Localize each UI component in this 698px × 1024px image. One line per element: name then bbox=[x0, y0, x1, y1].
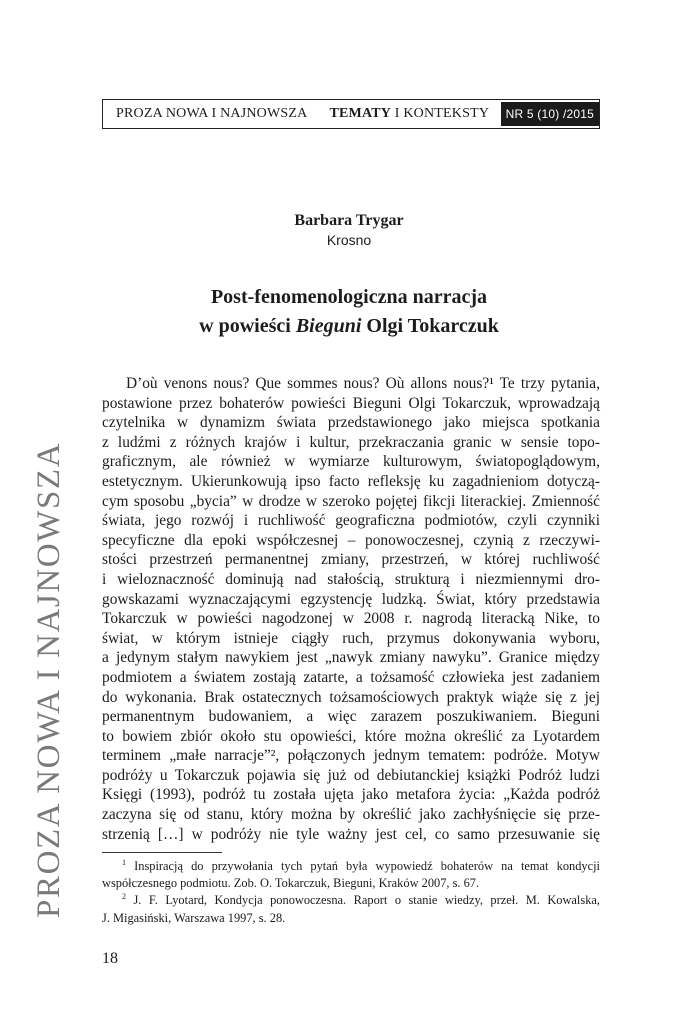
body-line: graficznym, ale również w wymiarze kulturowym, światopoglądowym, bbox=[102, 453, 600, 471]
body-line: permanentnym budowaniem, a więc zarazem poszukiwaniem. Bieguni bbox=[102, 708, 600, 726]
body-line: strzenią […] w podróży nie tyle ważny jest cel, co samo przesuwanie się bbox=[102, 825, 600, 843]
footnote-2-line-2: J. Migasiński, Warszawa 1997, s. 28. bbox=[102, 910, 286, 925]
journal-header bbox=[102, 99, 600, 129]
body-line: estetycznym. Ukierunkowują ipso facto refleksję ku zagadnieniom dotyczą- bbox=[102, 472, 600, 490]
body-line: a jedynym stałym nawykiem jest „nawyk zmiany nawyku”. Granice między bbox=[102, 649, 600, 667]
title-line-2-pre: w powieści bbox=[199, 315, 296, 337]
title-line-2 bbox=[0, 312, 698, 341]
body-line: specyficzne dla epoki współczesnej – ponowoczesnej, czynią z rzeczywi- bbox=[102, 531, 600, 549]
article-body bbox=[102, 374, 600, 844]
footnote-2-line-1: J. F. Lyotard, Kondycja ponowoczesna. Raport o stanie wiedzy, przeł. M. Kowalska, bbox=[133, 893, 600, 908]
journal-series-label: PROZA NOWA I NAJNOWSZA bbox=[116, 106, 308, 121]
body-line: cym sposobu „bycia” w drodze w szeroko pojętej fikcji literackiej. Zmienność bbox=[102, 492, 600, 510]
body-line: świat, w którym istnieje ciągły ruch, przymus dokonywania wyboru, bbox=[102, 629, 600, 647]
body-line: świata, jego rozwój i ruchliwość geograficzna podmiotów, czyli czynniki bbox=[102, 512, 600, 530]
footnote-2 bbox=[102, 892, 600, 909]
body-line: podróży u Tokarczuk pojawia się już od debiutanckiej książki Podróż ludzi bbox=[102, 766, 600, 784]
author-name: Barbara Trygar bbox=[294, 212, 404, 229]
footnote-1 bbox=[102, 858, 600, 875]
body-line: terminem „małe narracje”², połączonych jednym tematem: podróże. Motyw bbox=[102, 747, 600, 765]
article-title bbox=[0, 283, 698, 341]
body-line: z ludźmi z różnych krajów i kultur, przekraczania granic w sensie topo- bbox=[102, 433, 600, 451]
title-line-2-italic: Bieguni bbox=[295, 315, 362, 337]
side-journal-title: PROZA NOWA I NAJNOWSZA bbox=[31, 441, 67, 918]
issue-badge: NR 5 (10) /2015 bbox=[501, 102, 599, 126]
body-line: Tokarczuk w powieści nagodzonej w 2008 r. nagrodą literacką Nike, to bbox=[102, 610, 600, 628]
footnotes bbox=[102, 858, 600, 927]
body-line: podmiotem a światem zostają zatarte, a tożsamość człowieka jest zadaniem bbox=[102, 668, 600, 686]
section-bold: TEMATY bbox=[329, 106, 392, 121]
footnote-1-mark: 1 bbox=[122, 858, 126, 867]
body-line: stości przestrzeń permanentnej zmiany, przestrzeń, w której ruchliwość bbox=[102, 551, 600, 569]
body-line: gowskazami wyznaczającymi egzystencję ludzką. Świat, który przedstawia bbox=[102, 590, 600, 608]
body-line: D’où venons nous? Que sommes nous? Où allons nous?¹ Te trzy pytania, bbox=[126, 375, 600, 392]
body-line: i wieloznaczność dominują nad stałością, strukturą i niezmiennymi dro- bbox=[102, 570, 600, 588]
body-line: zaczyna się od stanu, który można by określić jako zachłyśnięcie się prze- bbox=[102, 806, 600, 824]
title-line-2-post: Olgi Tokarczuk bbox=[361, 315, 499, 337]
body-line: Księgi (1993), podróż tu została ujęta jako metafora życia: „Każda podróż bbox=[102, 786, 600, 804]
journal-section-label bbox=[329, 106, 489, 122]
body-line: to bowiem zbiór około stu opowieści, które można określić za Lyotardem bbox=[102, 727, 600, 745]
section-rest: I KONTEKSTY bbox=[391, 106, 490, 121]
footnote-2-mark: 2 bbox=[122, 892, 126, 902]
footnote-1-line-1: Inspiracją do przywołania tych pytań była wypowiedź bohaterów na temat kondycji bbox=[134, 859, 600, 873]
footnote-divider bbox=[102, 852, 222, 853]
footnote-1-line-2: współczesnego podmiotu. Zob. O. Tokarczuk, Bieguni, Kraków 2007, s. 67. bbox=[102, 876, 480, 891]
body-line: czytelnika w dynamizm świata przedstawionego jako miejsca spotkania bbox=[102, 414, 600, 432]
title-line-1: Post-fenomenologiczna narracja bbox=[210, 286, 488, 308]
author-affiliation: Krosno bbox=[326, 232, 372, 248]
page-number: 18 bbox=[102, 950, 118, 967]
body-line: do wykonania. Brak ostatecznych tożsamościowych praktyk wiąże się z jej bbox=[102, 688, 600, 706]
body-line: postawione przez bohaterów powieści Bieguni Olgi Tokarczuk, wprowadzają bbox=[102, 394, 600, 412]
